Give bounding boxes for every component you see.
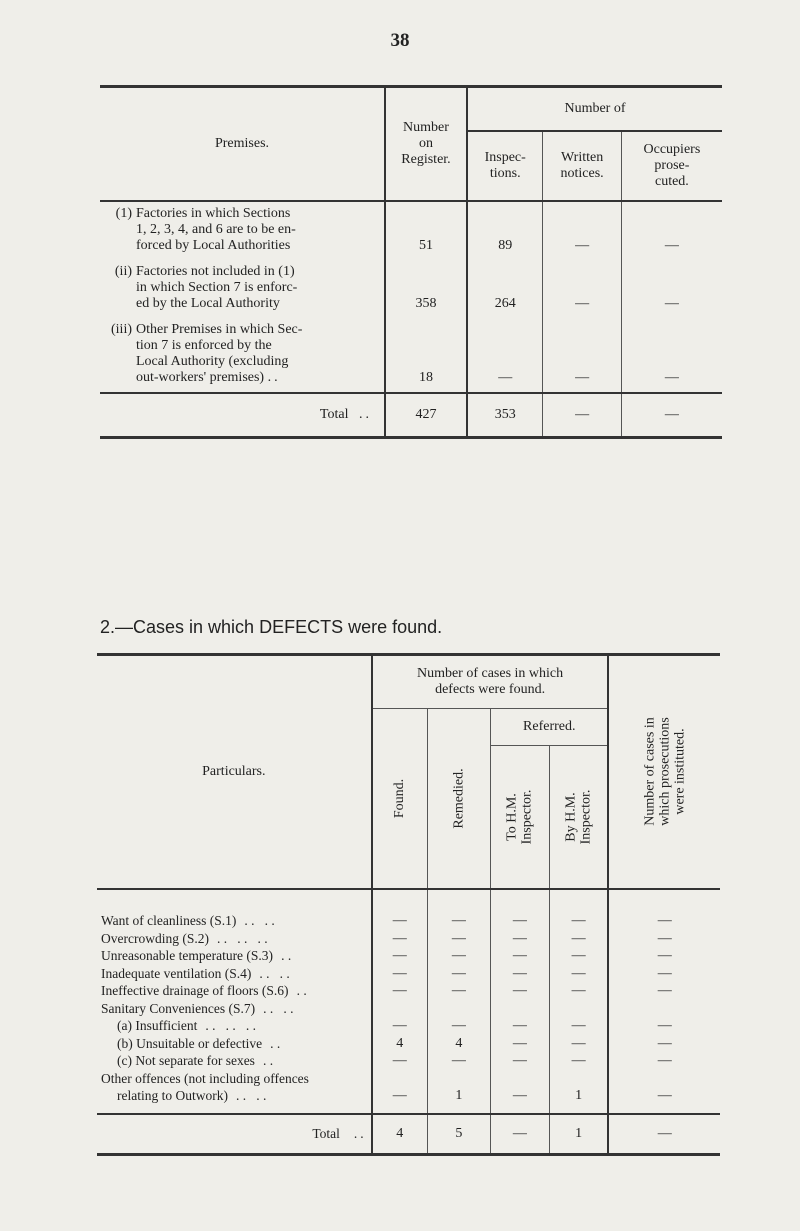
total-occupiers: —	[621, 393, 722, 438]
table-row	[97, 890, 720, 930]
prosecutions-value: —	[657, 1018, 672, 1033]
found-value	[372, 1000, 428, 1018]
inspections-value: 264	[494, 296, 516, 311]
inspections-value: —	[498, 370, 513, 385]
defects-table	[97, 653, 720, 1156]
prosecutions-value: —	[657, 948, 672, 963]
table-row	[97, 1052, 720, 1070]
table-row	[97, 1017, 720, 1035]
table-row	[97, 1087, 720, 1114]
number-of-header: Number of	[467, 88, 722, 131]
particulars-cell: (a) Insufficient . . . . . .	[97, 1017, 372, 1035]
total-to-hm: —	[491, 1114, 550, 1155]
prosecutions-value: —	[657, 930, 672, 946]
prosecutions-value	[608, 1070, 720, 1088]
written-value: —	[543, 202, 621, 260]
by-hm-value: —	[549, 947, 608, 965]
register-header: Number on Register.	[385, 88, 467, 201]
found-value: —	[392, 1018, 407, 1033]
particulars-cell: (c) Not separate for sexes . .	[97, 1052, 372, 1070]
found-value: —	[392, 948, 407, 963]
total-prosecutions: —	[608, 1114, 720, 1155]
page-number: 38	[390, 30, 410, 51]
particulars-cell: Want of cleanliness (S.1) . . . .	[97, 890, 372, 930]
table-row	[100, 202, 722, 260]
register-value: 51	[385, 202, 467, 260]
found-value: 4	[396, 1035, 404, 1051]
total-label: Total ..	[100, 393, 385, 438]
found-value: —	[392, 983, 407, 998]
occupiers-prosecuted-header: Occupiers prose- cuted.	[621, 131, 722, 201]
section-title: 2.—Cases in which DEFECTS were found.	[100, 617, 443, 637]
remedied-header: Remedied.	[427, 709, 490, 890]
total-written: —	[543, 393, 621, 438]
to-hm-value: —	[491, 947, 550, 965]
premises-header: Premises.	[214, 136, 270, 151]
remedied-value	[427, 1070, 490, 1088]
particulars-cell: Unreasonable temperature (S.3) . .	[97, 947, 372, 965]
particulars-cell: Inadequate ventilation (S.4) . . . .	[97, 965, 372, 983]
referred-header: Referred.	[491, 709, 609, 746]
total-by-hm: 1	[549, 1114, 608, 1155]
total-label: Total ..	[97, 1114, 372, 1155]
found-value: —	[392, 965, 407, 981]
to-hm-value: —	[491, 890, 550, 930]
total-inspections: 353	[467, 393, 543, 438]
to-hm-value: —	[491, 982, 550, 1000]
by-hm-value: —	[549, 982, 608, 1000]
register-value: 358	[385, 260, 467, 318]
remedied-value: —	[427, 930, 490, 948]
total-found: 4	[372, 1114, 428, 1155]
table-row	[97, 965, 720, 983]
written-value: —	[543, 318, 621, 393]
by-hm-value: —	[549, 890, 608, 930]
particulars-cell: Overcrowding (S.2) . . . . . .	[97, 930, 372, 948]
remedied-value: —	[427, 1052, 490, 1070]
to-hm-value: —	[491, 1052, 550, 1070]
by-hm-inspector-header: By H.M. Inspector.	[549, 746, 608, 890]
table-row	[97, 1000, 720, 1018]
table-row	[97, 982, 720, 1000]
premises-table	[100, 85, 722, 439]
table-row	[100, 318, 722, 393]
by-hm-value: —	[549, 1052, 608, 1070]
cases-header: Number of cases in which defects were found.	[372, 656, 609, 709]
premises-cell: (1) Factories in which Sections 1, 2, 3, 4, and 6 are to be en- forced by Local Authorities	[115, 206, 296, 253]
total-remedied: 5	[427, 1114, 490, 1155]
total-row	[100, 393, 722, 438]
remedied-value: 1	[427, 1087, 490, 1114]
by-hm-value: —	[549, 930, 608, 948]
particulars-cell: (b) Unsuitable or defective . .	[97, 1035, 372, 1053]
occupiers-value: —	[621, 202, 722, 260]
table-row	[97, 1035, 720, 1053]
occupiers-value: —	[621, 260, 722, 318]
prosecutions-value: —	[657, 913, 672, 928]
prosecutions-value: —	[657, 1053, 672, 1068]
remedied-value: —	[427, 982, 490, 1000]
to-hm-value	[491, 1000, 550, 1018]
found-value: —	[392, 930, 407, 946]
by-hm-value: —	[549, 1035, 608, 1053]
prosecutions-value: —	[657, 983, 672, 998]
found-value: —	[392, 1053, 407, 1068]
total-row	[97, 1114, 720, 1155]
remedied-value: 4	[427, 1035, 490, 1053]
to-hm-value: —	[491, 930, 550, 948]
table-row	[97, 1070, 720, 1088]
found-header: Found.	[392, 778, 408, 818]
to-hm-inspector-header: To H.M. Inspector.	[491, 746, 550, 890]
remedied-value: —	[427, 890, 490, 930]
particulars-cell: Sanitary Conveniences (S.7) . . . .	[97, 1000, 372, 1018]
by-hm-value	[549, 1000, 608, 1018]
prosecutions-value	[608, 1000, 720, 1018]
written-value: —	[543, 260, 621, 318]
register-value: 18	[385, 318, 467, 393]
prosecutions-value: —	[657, 1035, 672, 1051]
found-value: —	[392, 913, 407, 928]
by-hm-value	[549, 1070, 608, 1088]
premises-cell: (iii) Other Premises in which Sec- tion 7 is enforced by the Local Authority (excluding out-workers' premises) ..	[111, 322, 303, 385]
by-hm-value: —	[549, 1017, 608, 1035]
remedied-value: —	[427, 965, 490, 983]
to-hm-value: —	[491, 965, 550, 983]
table-row	[97, 947, 720, 965]
by-hm-value: —	[549, 965, 608, 983]
prosecutions-value: —	[657, 1088, 672, 1103]
found-value: —	[392, 1088, 407, 1103]
table-row	[100, 260, 722, 318]
written-notices-header: Written notices.	[543, 131, 621, 201]
occupiers-value: —	[621, 318, 722, 393]
to-hm-value: —	[491, 1087, 550, 1114]
inspections-value: 89	[498, 238, 513, 253]
found-value	[372, 1070, 428, 1088]
total-register: 427	[385, 393, 467, 438]
particulars-cell: Other offences (not including offences	[97, 1070, 372, 1088]
table-row	[97, 930, 720, 948]
to-hm-value: —	[491, 1017, 550, 1035]
remedied-value	[427, 1000, 490, 1018]
particulars-cell: relating to Outwork) . . . .	[97, 1087, 372, 1114]
to-hm-value	[491, 1070, 550, 1088]
particulars-cell: Ineffective drainage of floors (S.6) . .	[97, 982, 372, 1000]
prosecutions-value: —	[657, 965, 672, 981]
to-hm-value: —	[491, 1035, 550, 1053]
inspections-header: Inspec- tions.	[484, 150, 526, 181]
remedied-value: —	[427, 947, 490, 965]
particulars-header: Particulars.	[97, 656, 372, 889]
by-hm-value: 1	[549, 1087, 608, 1114]
remedied-value: —	[427, 1017, 490, 1035]
premises-cell: (ii) Factories not included in (1) in which Section 7 is enforc- ed by the Local Authority	[114, 264, 298, 311]
prosecutions-header: Number of cases in which prosecutions were instituted.	[608, 656, 720, 889]
